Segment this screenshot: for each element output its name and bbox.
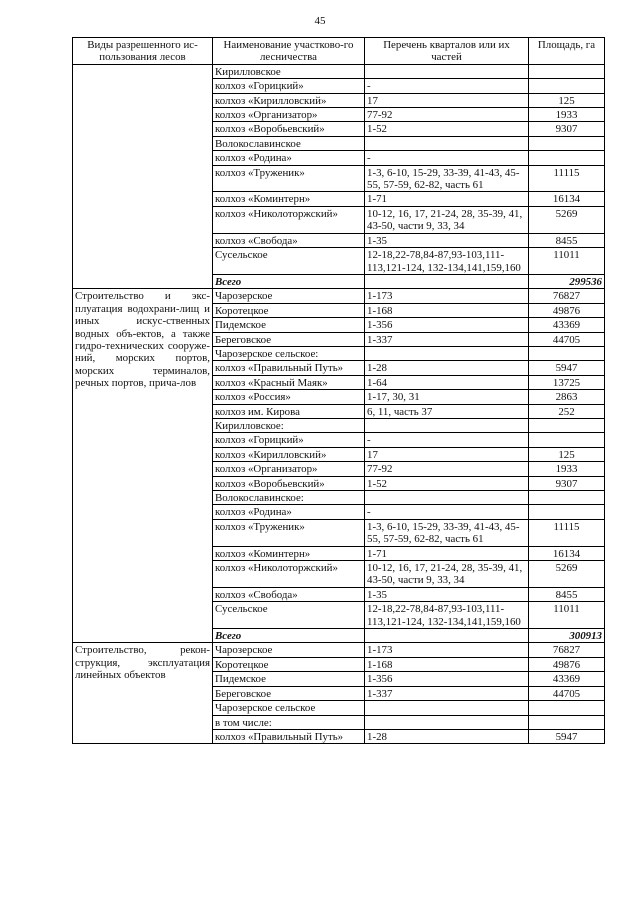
forestry-name-cell: колхоз «Воробьевский» (213, 122, 365, 136)
area-cell (529, 151, 605, 165)
total-label: Всего (213, 274, 365, 288)
quarters-cell: 1-64 (365, 375, 529, 389)
forestry-name-cell: колхоз «Воробьевский» (213, 476, 365, 490)
area-cell: 11011 (529, 602, 605, 629)
use-type-cell: Строительство и экс-плуатация водохрани-лищ и иных искус-ственных водных объ-ектов, а также гидро-технических сооруже-ний, морских портов, морских терминалов, речных портов, прича-лов (73, 289, 213, 643)
quarters-cell: 1-337 (365, 686, 529, 700)
quarters-cell: 12-18,22-78,84-87,93-103,111-113,121-124, 132-134,141,159,160 (365, 602, 529, 629)
area-cell (529, 79, 605, 93)
area-cell: 76827 (529, 289, 605, 303)
quarters-cell: 1-71 (365, 546, 529, 560)
table-header-row (73, 38, 605, 65)
forestry-name-cell: Пидемское (213, 672, 365, 686)
quarters-cell: 1-3, 6-10, 15-29, 33-39, 41-43, 45-55, 57-59, 62-82, часть 61 (365, 165, 529, 192)
quarters-cell: 17 (365, 93, 529, 107)
forestry-name-cell: в том числе: (213, 715, 365, 729)
table-row (73, 289, 605, 303)
forestry-name-cell: колхоз «Труженик» (213, 519, 365, 546)
forestry-name-cell: колхоз «Коминтерн» (213, 546, 365, 560)
forestry-name-cell: колхоз «Коминтерн» (213, 192, 365, 206)
area-cell: 5269 (529, 561, 605, 588)
use-type-cell (73, 64, 213, 289)
area-cell (529, 136, 605, 150)
quarters-cell: 1-168 (365, 657, 529, 671)
area-cell: 11011 (529, 248, 605, 275)
quarters-cell: 6, 11, часть 37 (365, 404, 529, 418)
quarters-cell: 77-92 (365, 108, 529, 122)
quarters-cell: 1-71 (365, 192, 529, 206)
total-value: 299536 (529, 274, 605, 288)
area-cell: 8455 (529, 233, 605, 247)
forestry-name-cell: колхоз им. Кирова (213, 404, 365, 418)
table-row (73, 64, 605, 78)
forestry-name-cell: колхоз «Красный Маяк» (213, 375, 365, 389)
area-cell: 49876 (529, 303, 605, 317)
quarters-cell (365, 418, 529, 432)
total-empty-cell (365, 274, 529, 288)
forestry-name-cell: Коротецкое (213, 657, 365, 671)
area-cell (529, 715, 605, 729)
forestry-name-cell: Волокославинское (213, 136, 365, 150)
total-empty-cell (365, 629, 529, 643)
header-quarters: Перечень кварталов или их частей (365, 38, 529, 65)
forestry-name-cell: Волокославинское: (213, 491, 365, 505)
quarters-cell (365, 64, 529, 78)
quarters-cell (365, 346, 529, 360)
quarters-cell: 1-173 (365, 643, 529, 657)
page-number: 45 (314, 15, 326, 27)
quarters-cell: 77-92 (365, 462, 529, 476)
forestry-name-cell: Чарозерское сельское (213, 701, 365, 715)
forestry-name-cell: Кирилловское: (213, 418, 365, 432)
area-cell: 43369 (529, 672, 605, 686)
forestry-name-cell: Береговское (213, 686, 365, 700)
area-cell: 13725 (529, 375, 605, 389)
forestry-name-cell: колхоз «Организатор» (213, 108, 365, 122)
quarters-cell: 1-337 (365, 332, 529, 346)
header-use-type: Виды разрешенного ис-пользования лесов (73, 38, 213, 65)
forestry-name-cell: Чарозерское (213, 289, 365, 303)
forestry-name-cell: Сусельское (213, 248, 365, 275)
area-cell: 11115 (529, 519, 605, 546)
quarters-cell: 1-17, 30, 31 (365, 390, 529, 404)
forest-use-table (72, 37, 605, 744)
area-cell: 9307 (529, 476, 605, 490)
quarters-cell: 1-168 (365, 303, 529, 317)
forestry-name-cell: колхоз «Родина» (213, 151, 365, 165)
area-cell (529, 346, 605, 360)
area-cell (529, 64, 605, 78)
quarters-cell: 1-356 (365, 318, 529, 332)
area-cell: 44705 (529, 332, 605, 346)
area-cell: 8455 (529, 587, 605, 601)
area-cell: 11115 (529, 165, 605, 192)
table-row (73, 643, 605, 657)
area-cell: 43369 (529, 318, 605, 332)
area-cell: 49876 (529, 657, 605, 671)
area-cell (529, 491, 605, 505)
quarters-cell: 1-173 (365, 289, 529, 303)
forestry-name-cell: Кирилловское (213, 64, 365, 78)
quarters-cell: - (365, 433, 529, 447)
total-label: Всего (213, 629, 365, 643)
area-cell: 9307 (529, 122, 605, 136)
area-cell (529, 505, 605, 519)
forestry-name-cell: колхоз «Горицкий» (213, 79, 365, 93)
forestry-name-cell: колхоз «Организатор» (213, 462, 365, 476)
quarters-cell: 1-3, 6-10, 15-29, 33-39, 41-43, 45-55, 57-59, 62-82, часть 61 (365, 519, 529, 546)
quarters-cell: 1-35 (365, 233, 529, 247)
area-cell: 5947 (529, 729, 605, 743)
quarters-cell: 1-35 (365, 587, 529, 601)
area-cell: 2863 (529, 390, 605, 404)
header-area: Площадь, га (529, 38, 605, 65)
quarters-cell: - (365, 505, 529, 519)
forestry-name-cell: колхоз «Свобода» (213, 233, 365, 247)
forestry-name-cell: колхоз «Свобода» (213, 587, 365, 601)
area-cell: 5947 (529, 361, 605, 375)
forestry-name-cell: Пидемское (213, 318, 365, 332)
forestry-name-cell: Коротецкое (213, 303, 365, 317)
area-cell: 252 (529, 404, 605, 418)
quarters-cell: 1-52 (365, 122, 529, 136)
quarters-cell: 1-28 (365, 729, 529, 743)
quarters-cell: 17 (365, 447, 529, 461)
quarters-cell: - (365, 79, 529, 93)
quarters-cell: 10-12, 16, 17, 21-24, 28, 35-39, 41, 43-50, части 9, 33, 34 (365, 561, 529, 588)
quarters-cell: 10-12, 16, 17, 21-24, 28, 35-39, 41, 43-50, части 9, 33, 34 (365, 206, 529, 233)
area-cell: 16134 (529, 192, 605, 206)
area-cell: 1933 (529, 108, 605, 122)
quarters-cell (365, 491, 529, 505)
area-cell: 1933 (529, 462, 605, 476)
forestry-name-cell: Береговское (213, 332, 365, 346)
quarters-cell: - (365, 151, 529, 165)
area-cell: 125 (529, 93, 605, 107)
area-cell (529, 433, 605, 447)
quarters-cell: 1-28 (365, 361, 529, 375)
forestry-name-cell: колхоз «Николоторжский» (213, 561, 365, 588)
forestry-name-cell: колхоз «Николоторжский» (213, 206, 365, 233)
quarters-cell: 1-52 (365, 476, 529, 490)
quarters-cell (365, 701, 529, 715)
area-cell: 16134 (529, 546, 605, 560)
table-body (73, 64, 605, 744)
quarters-cell (365, 715, 529, 729)
forestry-name-cell: Чарозерское (213, 643, 365, 657)
forestry-name-cell: колхоз «Россия» (213, 390, 365, 404)
area-cell (529, 418, 605, 432)
use-type-cell: Строительство, рекон-струкция, эксплуатация линейных объектов (73, 643, 213, 744)
area-cell: 76827 (529, 643, 605, 657)
forestry-name-cell: колхоз «Горицкий» (213, 433, 365, 447)
forestry-name-cell: колхоз «Правильный Путь» (213, 361, 365, 375)
area-cell: 44705 (529, 686, 605, 700)
forestry-name-cell: колхоз «Кирилловский» (213, 93, 365, 107)
forestry-name-cell: колхоз «Кирилловский» (213, 447, 365, 461)
area-cell: 5269 (529, 206, 605, 233)
quarters-cell: 12-18,22-78,84-87,93-103,111-113,121-124, 132-134,141,159,160 (365, 248, 529, 275)
forestry-name-cell: колхоз «Родина» (213, 505, 365, 519)
forestry-name-cell: Чарозерское сельское: (213, 346, 365, 360)
forestry-name-cell: Сусельское (213, 602, 365, 629)
area-cell (529, 701, 605, 715)
quarters-cell (365, 136, 529, 150)
area-cell: 125 (529, 447, 605, 461)
total-value: 300913 (529, 629, 605, 643)
forestry-name-cell: колхоз «Труженик» (213, 165, 365, 192)
header-forestry-name: Наименование участково-го лесничества (213, 38, 365, 65)
forestry-name-cell: колхоз «Правильный Путь» (213, 729, 365, 743)
quarters-cell: 1-356 (365, 672, 529, 686)
